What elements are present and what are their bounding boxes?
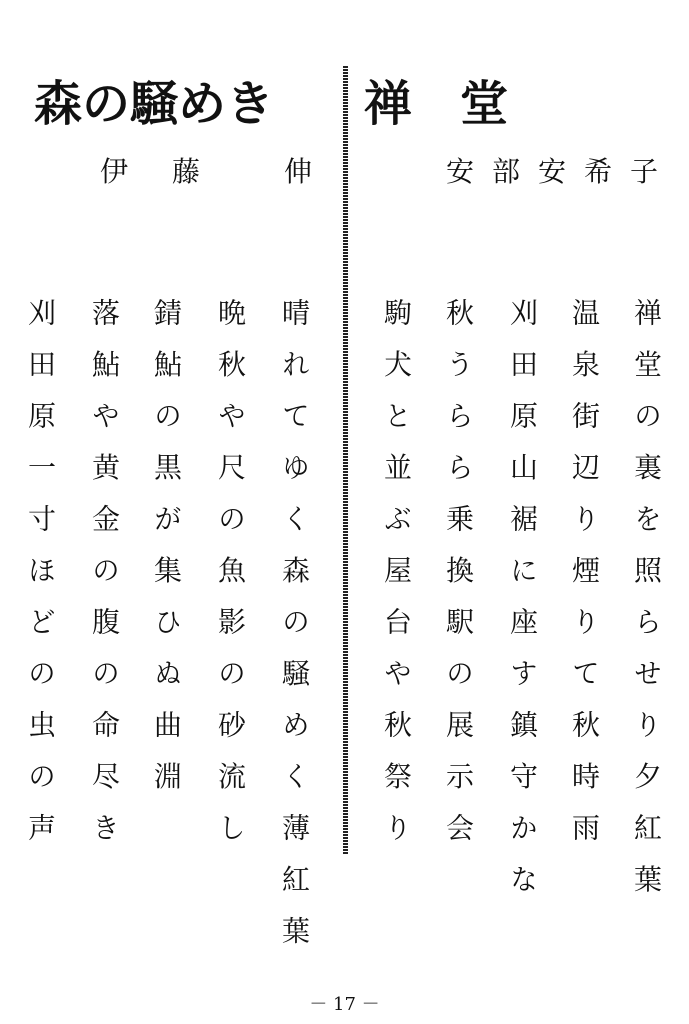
right-poem-title: 禅 堂 bbox=[364, 76, 509, 132]
left-poem-title: 森の騒めき bbox=[34, 76, 275, 132]
right-haiku-1: 禅堂の裏を照らせり夕紅葉 bbox=[630, 298, 663, 916]
right-author-char-5: 子 bbox=[630, 155, 659, 188]
right-haiku-5: 駒犬と並ぶ屋台や秋祭り bbox=[380, 298, 413, 865]
right-haiku-3: 刈田原山裾に座す鎮守かな bbox=[506, 298, 539, 916]
left-haiku-1: 晴れてゆく森の騒めく薄紅葉 bbox=[278, 298, 311, 968]
left-haiku-5: 刈田原一寸ほどの虫の声 bbox=[24, 298, 57, 865]
left-author-char-1: 伊 bbox=[100, 155, 129, 188]
left-author-char-2: 藤 bbox=[172, 155, 201, 188]
right-haiku-4: 秋うらら乗換駅の展示会 bbox=[442, 298, 475, 865]
left-haiku-3: 錆鮎の黒が集ひぬ曲淵 bbox=[150, 298, 183, 813]
column-divider bbox=[343, 66, 348, 854]
left-author-char-3: 伸 bbox=[284, 155, 313, 188]
right-author-char-4: 希 bbox=[584, 155, 613, 188]
right-author-char-2: 部 bbox=[492, 155, 521, 188]
right-author-char-1: 安 bbox=[446, 155, 475, 188]
left-haiku-2: 晩秋や尺の魚影の砂流し bbox=[214, 298, 247, 865]
left-haiku-4: 落鮎や黄金の腹の命尽き bbox=[88, 298, 121, 865]
right-author-char-3: 安 bbox=[538, 155, 567, 188]
page-number: － 17 － bbox=[309, 994, 380, 1015]
right-haiku-2: 温泉街辺り煙りて秋時雨 bbox=[568, 298, 601, 865]
